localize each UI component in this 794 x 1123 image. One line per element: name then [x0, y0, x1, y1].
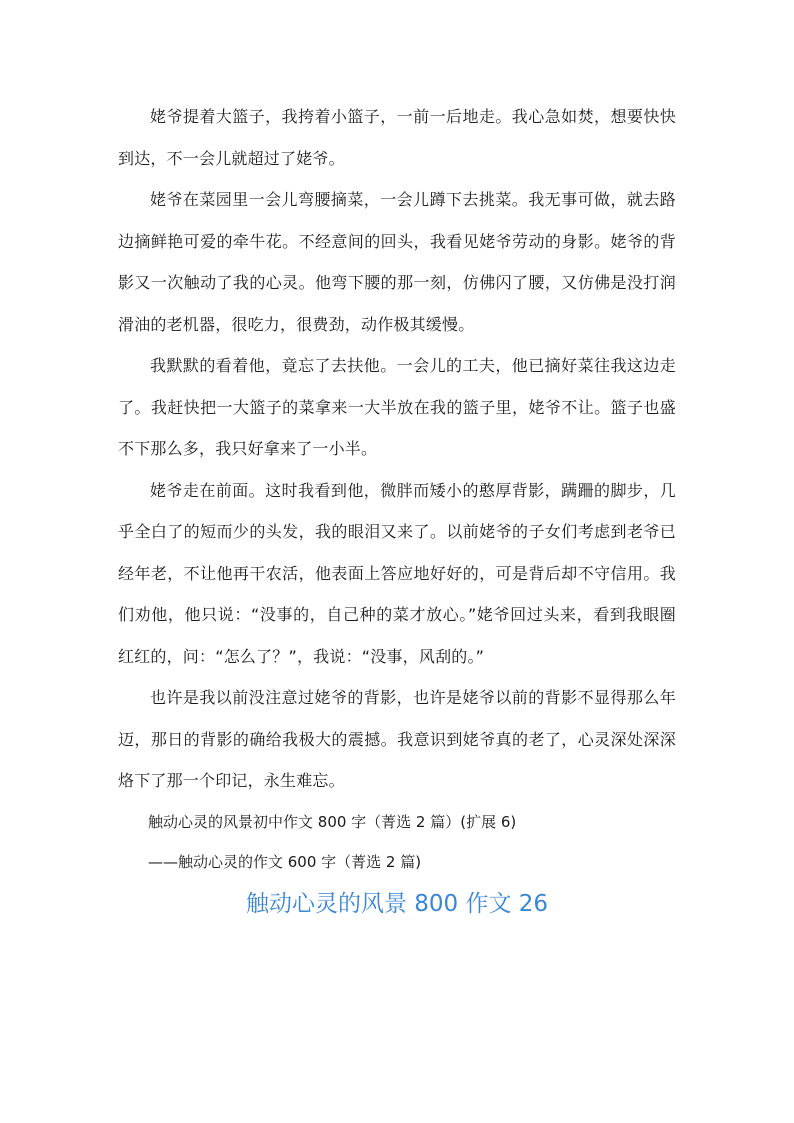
extension-note: 触动心灵的风景初中作文 800 字（菁选 2 篇）(扩展 6): [148, 812, 517, 831]
paragraph-1: 姥爷提着大篮子，我挎着小篮子，一前一后地走。我心急如焚，想要快快到达，不一会儿就超过了姥爷。: [118, 107, 676, 168]
document-page: [118, 96, 676, 924]
paragraph-4: 姥爷走在前面。这时我看到他，微胖而矮小的憨厚背影，蹒跚的脚步，几乎全白了的短而少的头发，我的眼泪又来了。以前姥爷的子女们考虑到老爷已经年老，不让他再干农活，他表面上答应地好好的，可是背后却不守信用。我们劝他，他只说：“没事的，自己种的菜才放心。”姥爷回过头来，看到我眼圈红红的，问：“怎么了？”，我说：“没事，风刮的。”: [118, 480, 676, 666]
paragraph-5: 也许是我以前没注意过姥爷的背影，也许是姥爷以前的背影不显得那么年迈，那日的背影的确给我极大的震撼。我意识到姥爷真的老了，心灵深处深深烙下了那一个印记，永生难忘。: [118, 688, 676, 790]
paragraph-2: 姥爷在菜园里一会儿弯腰摘菜，一会儿蹲下去挑菜。我无事可做，就去路边摘鲜艳可爱的牵牛花。不经意间的回头，我看见姥爷劳动的身影。姥爷的背影又一次触动了我的心灵。他弯下腰的那一刻，仿佛闪了腰，又仿佛是没打润滑油的老机器，很吃力，很费劲，动作极其缓慢。: [118, 190, 676, 334]
related-note: ——触动心灵的作文 600 字（菁选 2 篇): [148, 852, 422, 871]
paragraph-3: 我默默的看着他，竟忘了去扶他。一会儿的工夫，他已摘好菜往我这边走了。我赶快把一大篮子的菜拿来一大半放在我的篮子里，姥爷不让。篮子也盛不下那么多，我只好拿来了一小半。: [118, 356, 676, 458]
article-title: 触动心灵的风景 800 作文 26: [245, 890, 549, 917]
